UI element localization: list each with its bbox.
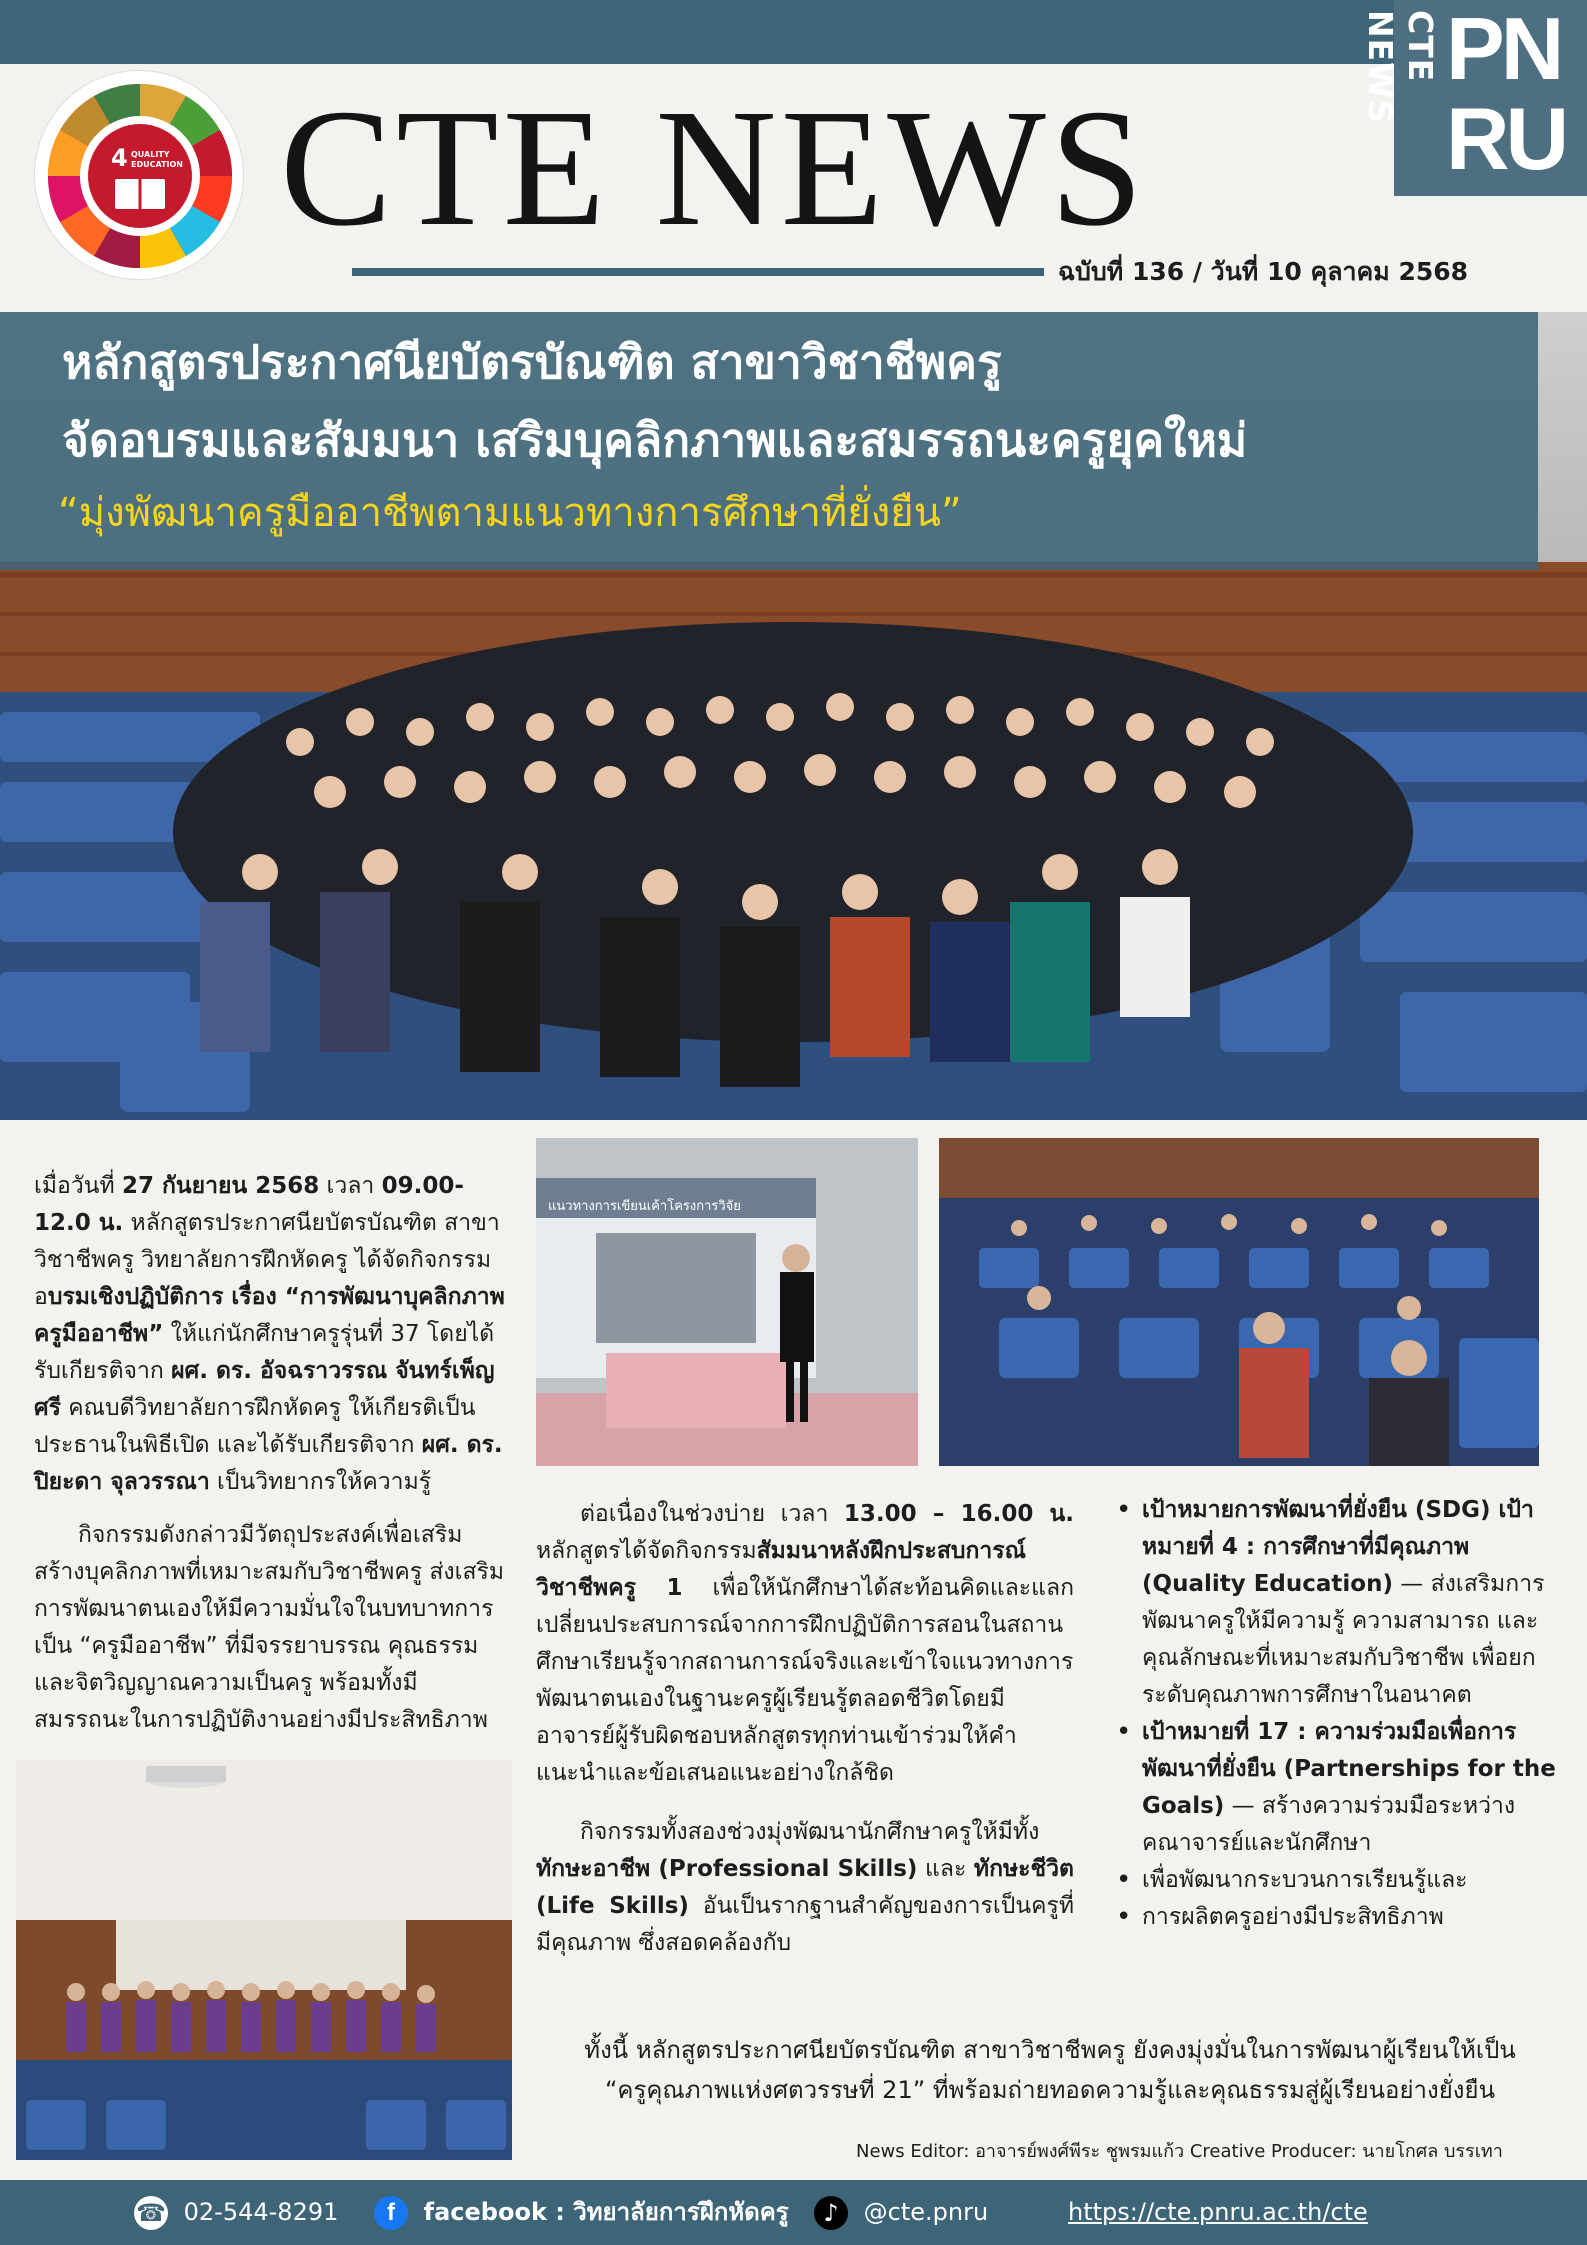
footer-tiktok[interactable]: ♪ @cte.pnru [814,2194,988,2230]
list-item: • เป้าหมายการพัฒนาที่ยั่งยืน (SDG) เป้าหมายที่ 4 : การศึกษาที่มีคุณภาพ (Quality Education) — ส่งเสริมการพัฒนาครูให้มีความรู้ ความสามารถ และคุณลักษณะที่เหมาะสมกับวิชาชีพ เพื่อยกระดับคุณภาพการศึกษาในอนาคต [1110,1492,1556,1714]
footer-bar [0,2180,1587,2245]
masthead-title: CTE NEWS [280,75,1148,261]
pnru-logo [1361,0,1587,196]
footer-phone[interactable]: ☎ 02-544-8291 [134,2194,338,2230]
article-column-3 [1110,1492,1556,1936]
svg-text:QUALITY: QUALITY [131,150,170,159]
phone-icon: ☎ [134,2196,168,2230]
slide-caption: แนวทางการเขียนเค้าโครงการวิจัย [548,1199,741,1214]
list-item: • เป้าหมายที่ 17 : ความร่วมมือเพื่อการพัฒนาที่ยั่งยืน (Partnerships for the Goals) — สร้างความร่วมมือระหว่างคณาจารย์และนักศึกษา [1110,1714,1556,1862]
tiktok-icon: ♪ [814,2196,848,2230]
top-bar [0,0,1587,64]
sdg-number: 4 [111,144,128,172]
footer-facebook[interactable]: f facebook : วิทยาลัยการฝึกหัดครู [374,2194,789,2230]
paragraph-morning-event: เมื่อวันที่ 27 กันยายน 2568 เวลา 09.00-12.0 น. หลักสูตรประกาศนียบัตรบัณฑิต สาขาวิชาชีพครู วิทยาลัยการฝึกหัดครู ได้จัดกิจกรรม อบรมเชิงปฏิบัติการ เรื่อง “การพัฒนาบุคลิกภาพครูมืออาชีพ” ให้แก่นักศึกษาครูรุ่นที่ 37 โดยได้รับเกียรติจาก ผศ. ดร. อัจฉราวรรณ จันทร์เพ็ญศรี คณบดีวิทยาลัยการฝึกหัดครู ให้เกียรติเป็นประธานในพิธีเปิด และได้รับเกียรติจาก ผศ. ดร. ปิยะดา จุลวรรณา เป็นวิทยากรให้ความรู้ [34,1173,505,1495]
paragraph-afternoon-seminar: ต่อเนื่องในช่วงบ่าย เวลา 13.00 – 16.00 น. หลักสูตรได้จัดกิจกรรมสัมมนาหลังฝึกประสบการณ์วิชาชีพครู 1 เพื่อให้นักศึกษาได้สะท้อนคิดและแลกเปลี่ยนประสบการณ์จากการฝึกปฏิบัติการสอนในสถานศึกษาเรียนรู้จากสถานการณ์จริงและเข้าใจแนวทางการพัฒนาตนเองในฐานะครูผู้เรียนรู้ตลอดชีวิตโดยมีอาจารย์ผู้รับผิดชอบหลักสูตรทุกท่านเข้าร่วมให้คำแนะนำและข้อเสนอแนะอย่างใกล้ชิด [536,1501,1074,1786]
list-item: • เพื่อพัฒนากระบวนการเรียนรู้และ [1110,1862,1556,1899]
svg-text:EDUCATION: EDUCATION [131,160,183,169]
group-stage-photo [16,1760,512,2160]
masthead-rule [352,268,1044,276]
headline-line-2: จัดอบรมและสัมมนา เสริมบุคลิกภาพและสมรรถนะครูยุคใหม่ [62,413,1248,467]
closing-statement: ทั้งนี้ หลักสูตรประกาศนียบัตรบัณฑิต สาขาวิชาชีพครู ยังคงมุ่งมั่นในการพัฒนาผู้เรียนให้เป็น “ครูคุณภาพแห่งศตวรรษที่ 21” ที่พร้อมถ่ายทอดความรู้และคุณธรรมสู่ผู้เรียนอย่างยั่งยืน [584,2036,1516,2104]
list-item: • การผลิตครูอย่างมีประสิทธิภาพ [1110,1899,1556,1936]
logo-mark: PN RU [1446,0,1566,188]
facebook-icon: f [374,2196,408,2230]
paragraph-skills: กิจกรรมทั้งสองช่วงมุ่งพัฒนานักศึกษาครูให้มีทั้ง ทักษะอาชีพ (Professional Skills) และ ทักษะชีวิต (Life Skills) อันเป็นรากฐานสำคัญของการเป็นครูที่มีคุณภาพ ซึ่งสอดคล้องกับ [536,1819,1074,1956]
logo-vertical-text: CTE NEWS [1361,10,1440,125]
article-column-1 [34,1168,512,1755]
speaker-photo [536,1138,918,1466]
sdg-quality-education-logo [34,70,244,280]
article-column-2 [536,1496,1074,1984]
credits: News Editor: อาจารย์พงศ์พีระ ชูพรมแก้ว Creative Producer: นายโกศล บรรเทา [856,2141,1503,2162]
headline-quote: “มุ่งพัฒนาครูมืออาชีพตามแนวทางการศึกษาที่ยั่งยืน” [58,490,962,536]
sdg-goal-list [1110,1492,1556,1936]
seminar-audience-photo [939,1138,1539,1466]
headline-line-1: หลักสูตรประกาศนียบัตรบัณฑิต สาขาวิชาชีพครู [62,335,1002,389]
issue-info: ฉบับที่ 136 / วันที่ 10 คุลาคม 2568 [1058,257,1469,286]
paragraph-objectives: กิจกรรมดังกล่าวมีวัตถุประสงค์เพื่อเสริมสร้างบุคลิกภาพที่เหมาะสมกับวิชาชีพครู ส่งเสริมการพัฒนาตนเองให้มีความมั่นใจในบทบาทการเป็น “ครูมืออาชีพ” ที่มีจรรยาบรรณ คุณธรรม และจิตวิญญาณความเป็นครู พร้อมทั้งมีสมรรถนะในการปฏิบัติงานอย่างมีประสิทธิภาพ [34,1522,505,1733]
footer-website-link[interactable]: https://cte.pnru.ac.th/cte [1068,2198,1368,2226]
